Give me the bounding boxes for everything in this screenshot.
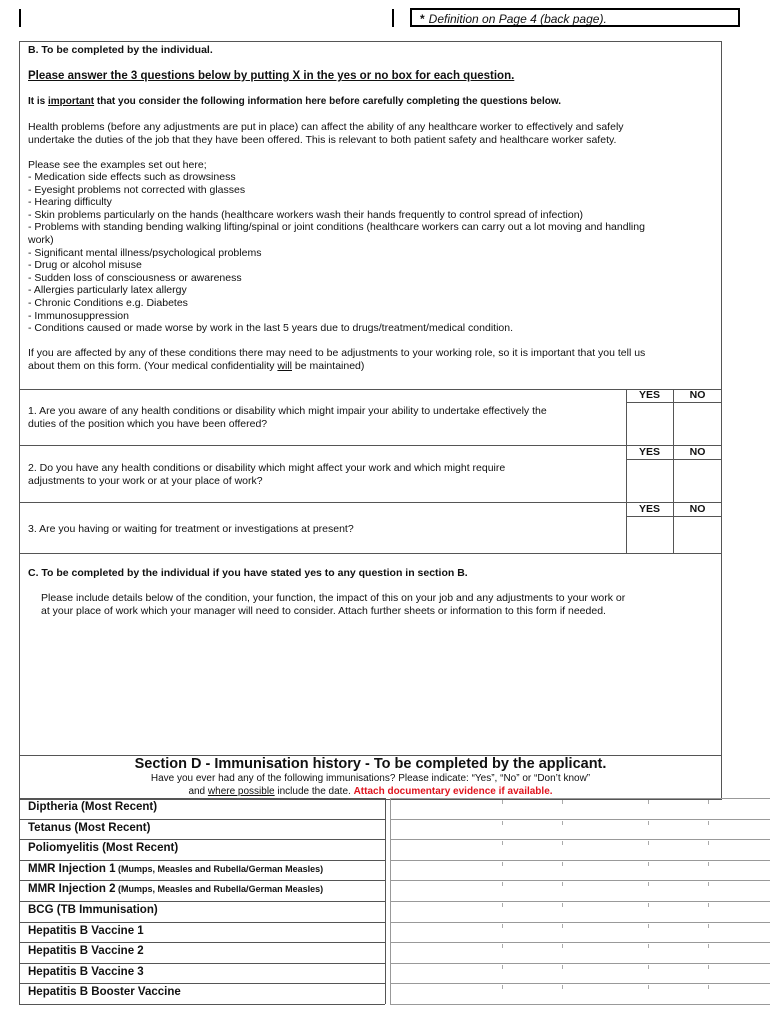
imm-row-line — [19, 983, 385, 984]
q3-no-box[interactable] — [674, 517, 722, 553]
imm-row-tick — [502, 800, 503, 804]
imm-row-tick — [648, 985, 649, 989]
example-item: - Significant mental illness/psychological problems — [28, 246, 262, 259]
section-d-sub-1: Have you ever had any of the following immunisations? Please indicate: “Yes”, “No” or “Don’t know” — [150, 773, 591, 784]
example-item: - Chronic Conditions e.g. Diabetes — [28, 297, 188, 309]
imm-row-line — [19, 1004, 385, 1005]
imm-row-label: Hepatitis B Vaccine 3 — [28, 965, 144, 978]
imm-row-tick — [708, 924, 709, 928]
imm-row-tick — [648, 821, 649, 825]
imm-row-tick — [648, 965, 649, 969]
imm-row-answer-field[interactable] — [391, 943, 766, 962]
q3-no-label: NO — [689, 503, 706, 515]
imm-row-tick — [502, 882, 503, 886]
imm-row-line — [19, 942, 385, 943]
imm-row-line — [19, 901, 385, 902]
imm-row-line — [19, 798, 385, 799]
imm-row-label: Hepatitis B Vaccine 2 — [28, 945, 144, 958]
imm-row-tick — [562, 862, 563, 866]
imm-row-tick — [502, 944, 503, 948]
section-c-line-2: at your place of work which your manager will need to consider. Attach further sheets or information to this form if needed. — [41, 605, 606, 617]
imm-row-answer-field[interactable] — [391, 964, 766, 983]
example-item: - Problems with standing bending walking lifting/spinal or joint conditions (healthcare workers can carry out a lot moving and handling — [28, 221, 645, 234]
examples-intro: Please see the examples set out here; — [28, 159, 207, 171]
example-item: - Hearing difficulty — [28, 196, 112, 209]
imm-row-answer-field[interactable] — [391, 923, 766, 942]
imm-row-label: Diptheria (Most Recent) — [28, 801, 158, 813]
imm-row-label: MMR Injection 2 (Mumps, Measles and Rubella/German Measles) — [28, 883, 324, 896]
imm-row-label: Poliomyelitis (Most Recent) — [28, 842, 179, 855]
example-item: - Immunosuppression — [28, 309, 129, 322]
imm-row-tick — [708, 862, 709, 866]
health-para-2: undertake the duties of the job that they have been offered. This is relevant to both patient safety and healthcare worker safety. — [28, 134, 617, 146]
imm-row-tick — [502, 841, 503, 845]
definition-note-box — [410, 8, 740, 27]
example-item: - Allergies particularly latex allergy — [28, 284, 187, 297]
imm-row-tick — [562, 841, 563, 845]
affected-para-1: If you are affected by any of these conditions there may need to be adjustments to your working role, so it is important that you tell us — [28, 347, 646, 359]
imm-row-tick — [708, 965, 709, 969]
imm-row-tick — [562, 882, 563, 886]
imm-row-tick — [502, 924, 503, 928]
health-para-1: Health problems (before any adjustments are put in place) can affect the ability of any healthcare worker to effectively and safely — [28, 121, 624, 133]
imm-row-line — [19, 963, 385, 964]
imm-row-tick — [648, 862, 649, 866]
important-note: It is important that you consider the following information here before carefully completing the questions below. — [28, 96, 562, 107]
q2-yes-label: YES — [638, 446, 660, 458]
imm-row-tick — [562, 821, 563, 825]
imm-row-answer-field[interactable] — [391, 820, 766, 839]
imm-row-line — [19, 922, 385, 923]
q-divider-2 — [19, 502, 722, 503]
example-item: - Eyesight problems not corrected with glasses — [28, 183, 246, 196]
imm-row-answer-field[interactable] — [391, 881, 766, 900]
imm-row-tick — [648, 903, 649, 907]
section-b-title: B. To be completed by the individual. — [28, 44, 213, 56]
imm-row-tick — [562, 985, 563, 989]
imm-row-line — [19, 880, 385, 881]
imm-row-label: Hepatitis B Vaccine 1 — [28, 924, 144, 937]
imm-row-line — [19, 860, 385, 861]
q3-yes-box[interactable] — [627, 517, 673, 553]
imm-row-tick — [708, 882, 709, 886]
question-1-line-1: 1. Are you aware of any health conditions or disability which might impair your ability to undertake effectively the — [28, 405, 547, 417]
question-1-line-2: duties of the position which you have been offered? — [28, 418, 268, 430]
imm-row-answer-field[interactable] — [391, 902, 766, 921]
imm-row-tick — [502, 862, 503, 866]
asterisk-icon: * — [420, 12, 425, 26]
left-marker — [19, 9, 21, 27]
q1-yes-box[interactable] — [627, 403, 673, 445]
imm-left-border — [19, 798, 20, 1004]
imm-row-answer-field[interactable] — [391, 799, 766, 818]
section-b-instruction: Please answer the 3 questions below by putting X in the yes or no box for each question. — [28, 70, 515, 82]
imm-row-tick — [708, 944, 709, 948]
question-2-line-2: adjustments to your work or at your place of work? — [28, 475, 263, 487]
imm-col-border — [385, 798, 386, 1004]
q1-yes-label: YES — [638, 389, 660, 401]
imm-row-tick — [562, 800, 563, 804]
definition-note: Definition on Page 4 (back page). — [428, 12, 607, 26]
section-c-title: C. To be completed by the individual if you have stated yes to any question in section B. — [28, 567, 468, 579]
imm-row-tick — [648, 882, 649, 886]
imm-row-answer-field[interactable] — [391, 861, 766, 880]
question-3: 3. Are you having or waiting for treatment or investigations at present? — [28, 523, 354, 535]
example-item: - Drug or alcohol misuse — [28, 259, 142, 272]
imm-row-tick — [708, 903, 709, 907]
imm-row-answer-field[interactable] — [391, 984, 766, 1003]
imm-row-line — [19, 839, 385, 840]
section-d-title: Section D - Immunisation history - To be completed by the applicant. — [134, 756, 607, 772]
imm-row-tick — [648, 924, 649, 928]
imm-col-border-2 — [390, 798, 391, 1004]
imm-row-tick — [562, 965, 563, 969]
affected-para-2: about them on this form. (Your medical confidentiality will be maintained) — [28, 360, 365, 372]
q-divider-1 — [19, 445, 722, 446]
question-2-line-1: 2. Do you have any health conditions or disability which might affect your work and which might require — [28, 462, 506, 474]
imm-row-tick — [648, 841, 649, 845]
q2-no-label: NO — [689, 446, 706, 458]
imm-row-tick — [502, 903, 503, 907]
example-item: - Skin problems particularly on the hands (healthcare workers wash their hands frequently to control spread of infection) — [28, 208, 584, 221]
q-divider-top — [19, 389, 722, 390]
imm-row-tick — [708, 841, 709, 845]
imm-row-tick — [502, 965, 503, 969]
section-d-sub-2: and where possible include the date. Attach documentary evidence if available. — [188, 786, 553, 797]
mid-marker — [392, 9, 394, 27]
example-item: work) — [28, 234, 54, 246]
imm-row-tick — [502, 821, 503, 825]
imm-row-line — [19, 819, 385, 820]
imm-row-tick — [708, 800, 709, 804]
imm-row-tick — [648, 800, 649, 804]
imm-row-tick — [562, 944, 563, 948]
imm-row-label: BCG (TB Immunisation) — [28, 904, 158, 916]
imm-row-tick — [562, 924, 563, 928]
q2-yes-box[interactable] — [627, 460, 673, 502]
imm-row-tick — [562, 903, 563, 907]
imm-row-tick — [708, 985, 709, 989]
imm-row-tick — [648, 944, 649, 948]
imm-row-label: Hepatitis B Booster Vaccine — [28, 986, 181, 999]
imm-row-label: MMR Injection 1 (Mumps, Measles and Rubella/German Measles) — [28, 862, 324, 875]
imm-row-label: Tetanus (Most Recent) — [28, 821, 151, 834]
imm-row-answer-field[interactable] — [391, 840, 766, 859]
example-item: - Sudden loss of consciousness or awareness — [28, 271, 242, 284]
imm-row-line-right — [390, 1004, 770, 1005]
imm-row-tick — [502, 985, 503, 989]
example-item: - Conditions caused or made worse by work in the last 5 years due to drugs/treatment/medical condition. — [28, 322, 513, 335]
q-divider-3 — [19, 553, 722, 554]
q1-no-box[interactable] — [674, 403, 722, 445]
q3-yes-label: YES — [638, 503, 660, 515]
q1-no-label: NO — [689, 389, 706, 401]
section-c-line-1: Please include details below of the condition, your function, the impact of this on your job and any adjustments to your work or — [41, 592, 626, 604]
section-c-details-area[interactable] — [20, 620, 720, 754]
example-item: - Medication side effects such as drowsiness — [28, 171, 236, 183]
q2-no-box[interactable] — [674, 460, 722, 502]
imm-row-tick — [708, 821, 709, 825]
